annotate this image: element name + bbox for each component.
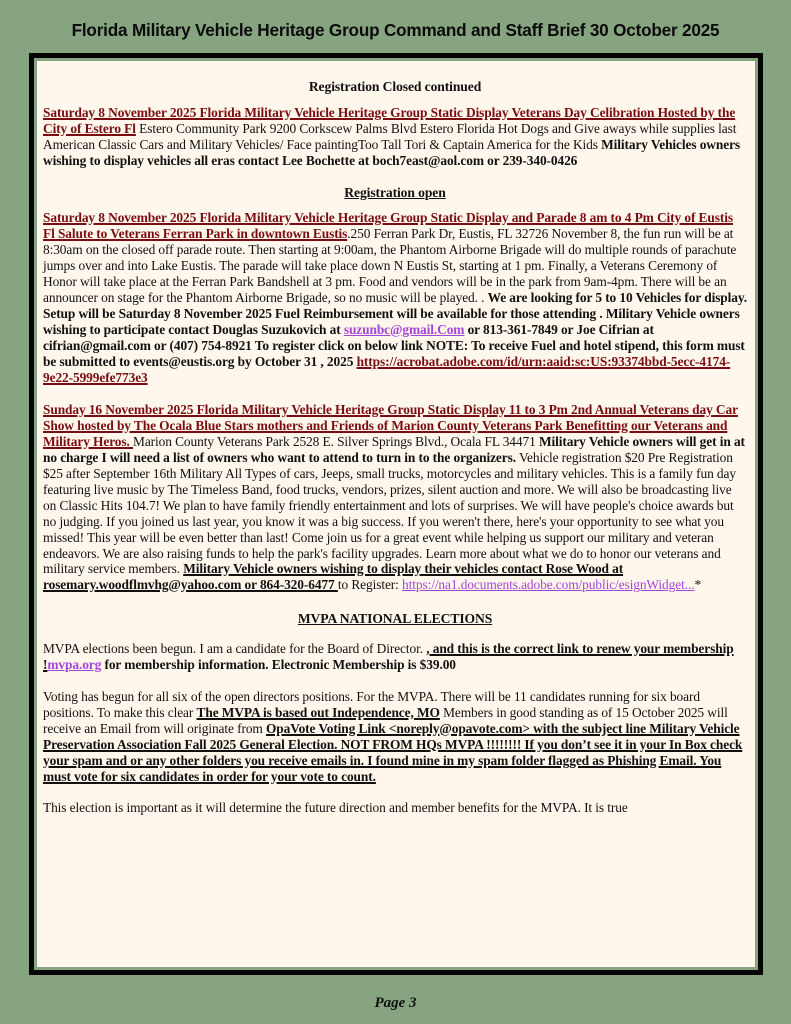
elections-paragraph-1 (43, 641, 747, 673)
elections-paragraph-3: This election is important as it will determine the future direction and member benefits for the MVPA. It is true (43, 800, 628, 816)
event-contact-ocala: Military Vehicle owners wishing to display their vehicles contact Rose Wood at rosemary.woodflmvhg@yahoo.com or 864-320-6477 (43, 561, 624, 593)
page-content (37, 61, 755, 967)
event-eustis (43, 210, 747, 385)
opavote-notice: OpaVote Voting Link <noreply@opavote.com> with the subject line Military Vehicle Preservation Association Fall 2025 General Election. NOT FROM HQs MVPA !!!!!!!! If you don’t see it in your In Box check your spam and or any other folders you receive emails in. I found mine in my spam folder flagged as Phishing Email. You must vote for six candidates in order for your vote to count. (43, 720, 743, 784)
event-estero (43, 105, 747, 169)
renew-membership-text: , and this is the correct link to renew your membership ! (43, 641, 734, 673)
event-details-eustis: We are looking for 5 to 10 Vehicles for display. Setup will be Saturday 8 November 2025 Fuel Reimbursement will be available for those attending . Military Vehicle owners wishing to participate contact Douglas Suzukovich at (43, 289, 747, 337)
mvpa-org-link[interactable]: mvpa.org (47, 657, 102, 673)
elections-intro-text: MVPA elections been begun. I am a candidate for the Board of Director. (43, 641, 427, 657)
section-title-mvpa-elections: MVPA NATIONAL ELECTIONS (297, 611, 493, 627)
newsletter-title: Florida Military Vehicle Heritage Group Command and Staff Brief 30 October 2025 (71, 20, 720, 40)
page-frame (29, 53, 763, 975)
event-contact-estero: Military Vehicles owners wishing to display vehicles all eras contact Lee Bochette at boch7east@aol.com or 239-340-0426 (43, 136, 741, 168)
event-location-ocala: Marion County Veterans Park 2528 E. Silver Springs Blvd., Ocala FL 34471 (133, 434, 539, 450)
event-contact-eustis: or 813-361-7849 or Joe Cifrian at cifrian@gmail.com or (407) 754-8921 To register click on below link NOTE: To receive Fuel and hotel stipend, this form must be submitted to events@eustis.org by October 31 , 2025 (43, 321, 745, 369)
elections-paragraph-2 (43, 689, 747, 784)
page-number: Page 3 (374, 995, 417, 1011)
voting-text-1: Voting has begun for all six of the open directors positions. For the MVPA. There will be 11 candidates running for six board positions. To make this clear (43, 689, 700, 720)
register-label-ocala: to Register: (337, 577, 403, 593)
section-title-registration-closed: Registration Closed continued (308, 79, 482, 94)
event-ocala (43, 402, 747, 593)
event-note-ocala: Military Vehicle owners will get in at no charge I will need a list of owners who want to attend to turn in to the organizers. (43, 434, 745, 466)
membership-info-text: for membership information. Electronic Membership is $39.00 (101, 657, 456, 673)
event-body-estero: Estero Community Park 9200 Corkscew Palms Blvd Estero Florida Hot Dogs and Give aways while supplies last American Classic Cars and Military Vehicles/ Face paintingToo Tall Tori & Captain America for the Kids (43, 120, 737, 152)
email-link-suzunbc[interactable]: suzunbc@gmail.Com (343, 321, 465, 337)
asterisk: * (694, 577, 702, 593)
event-body-ocala: Vehicle registration $20 Pre Registration $25 after September 16th Military All Types of cars, Jeeps, small trucks, motorcycles and military vehicles. This is a family fun day featuring live music by The Timeless Band, food trucks, vendors, prizes, silent auction and more. We will also be broadcasting live on Classic Hits 104.7! We plan to have family friendly entertainment and lots of surprises. We will have people's choice awards but no judging. If you joined us last year, you know it was a big success. If you weren't there, here's your opportunity to see what you missed! This year will be even better than last! Come join us for a great event while helping us support our military and veteran endeavors. We are also raising funds to help the park's facility upgrades. Learn more about what we do to honor our veterans and military service members. (43, 450, 736, 577)
event-body-eustis: .250 Ferran Park Dr, Eustis, FL 32726 November 8, the fun run will be at 8:30am on the closed off parade route. Then starting at 9:00am, the Phantom Airborne Brigade will do multiple rounds of parachute jumps over and into Lake Eustis. The parade will take place down N Eustis St, starting at 1 pm. Finally, a Veterans Ceremony of Honor will take place at the Ferran Park Bandshell at 3 pm. Food and vendors will be in the park from 9am-4pm. There will be an announcer on stage for the Phantom Airborne Brigade, so no music will be played. . (43, 226, 737, 305)
event-heading-ocala: Sunday 16 November 2025 Florida Military Vehicle Heritage Group Static Display 11 to 3 Pm 2nd Annual Veterans day Car Show hosted by The Ocala Blue Stars mothers and Friends of Marion County Veterans Park Benefitting our Veterans and Military Heros. (43, 402, 738, 450)
register-link-eustis[interactable]: https://acrobat.adobe.com/id/urn:aaid:sc:US:93374bbd-5ecc-4174-9e22-5999efe773e3 (43, 353, 731, 385)
section-title-registration-open: Registration open (344, 184, 446, 200)
register-link-ocala[interactable]: https://na1.documents.adobe.com/public/esignWidget... (402, 577, 695, 593)
event-heading-estero: Saturday 8 November 2025 Florida Military Vehicle Heritage Group Static Display Veterans Day Celibration Hosted by the City of Estero Fl (43, 104, 736, 136)
event-heading-eustis: Saturday 8 November 2025 Florida Military Vehicle Heritage Group Static Display and Parade 8 am to 4 Pm City of Eustis Fl Salute to Veterans Ferran Park in downtown Eustis (43, 210, 733, 242)
mvpa-location-text: The MVPA is based out Independence, MO (196, 704, 440, 720)
voting-text-2: Members in good standing as of 15 October 2025 will receive an Email from will originate from (43, 704, 728, 736)
